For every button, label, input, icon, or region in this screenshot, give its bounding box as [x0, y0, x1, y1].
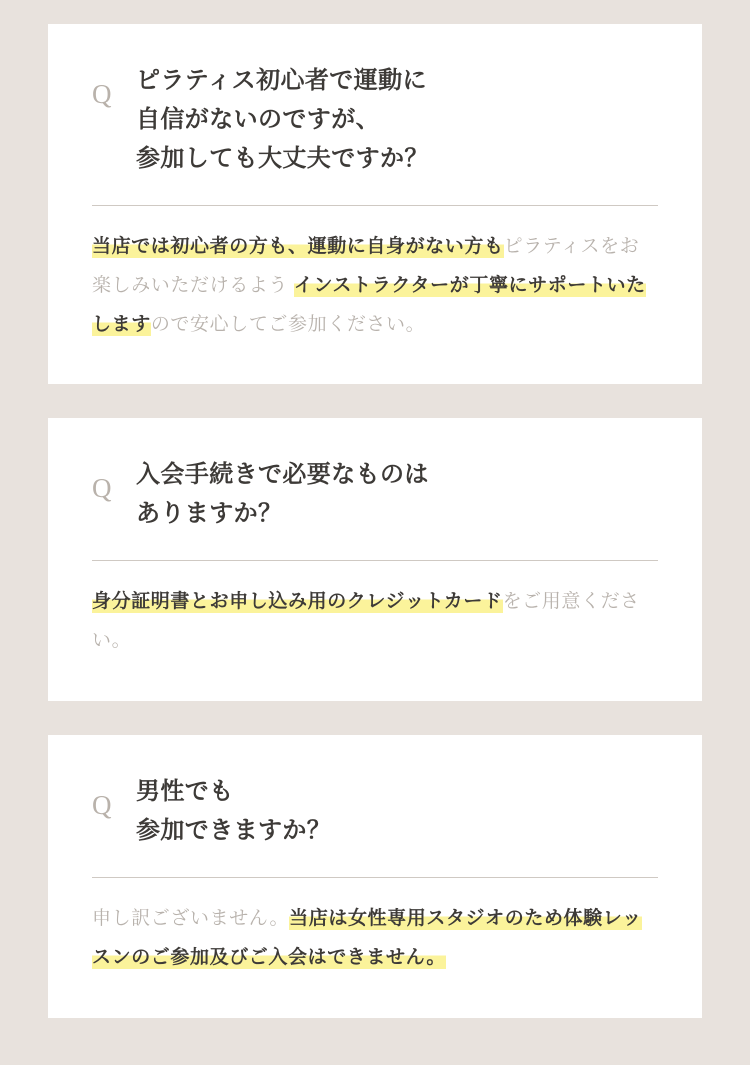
answer-segment-highlighted: 身分証明書とお申し込み用のクレジットカード — [92, 591, 503, 613]
faq-question — [92, 773, 658, 851]
answer-segment-highlighted: 当店は女性専用スタジオのため体験レッスンのご参加及びご入会はできません。 — [92, 907, 642, 968]
faq-card — [48, 418, 702, 701]
answer-segment: ので安心してご参加ください。 — [150, 313, 426, 335]
question-text — [136, 456, 658, 534]
divider — [92, 560, 658, 561]
answer-segment-highlighted: インストラクターが丁寧にサポートいたします — [92, 274, 646, 335]
answer-segment: ピラティスをお楽しみいただけるよう — [92, 235, 640, 296]
answer-segment: をご用意ください。 — [92, 591, 640, 652]
question-text — [136, 62, 658, 179]
faq-card — [48, 24, 702, 384]
faq-question — [92, 62, 658, 179]
answer-segment-highlighted: 当店では初心者の方も、運動に自身がない方も — [92, 235, 504, 257]
question-line: 参加しても大丈夫ですか？ — [136, 144, 429, 172]
question-line: ありますか？ — [136, 500, 283, 528]
faq-card — [48, 735, 702, 1018]
question-marker: Q — [92, 790, 112, 821]
answer-text — [92, 583, 658, 661]
question-marker: Q — [92, 79, 112, 109]
question-line: 入会手続きで必要なものは — [136, 461, 429, 489]
question-line: 自信がないのですが、 — [136, 105, 380, 133]
question-line: 参加できますか？ — [136, 816, 332, 844]
question-line: ピラティス初心者で運動に — [136, 67, 427, 94]
answer-text — [92, 900, 658, 978]
faq-question — [92, 456, 658, 534]
divider — [92, 877, 658, 878]
question-marker: Q — [92, 473, 112, 504]
answer-text — [92, 228, 658, 345]
answer-segment: 申し訳ございません。 — [92, 907, 290, 929]
divider — [92, 205, 658, 206]
question-text — [136, 773, 658, 851]
question-line: 男性でも — [136, 778, 234, 806]
